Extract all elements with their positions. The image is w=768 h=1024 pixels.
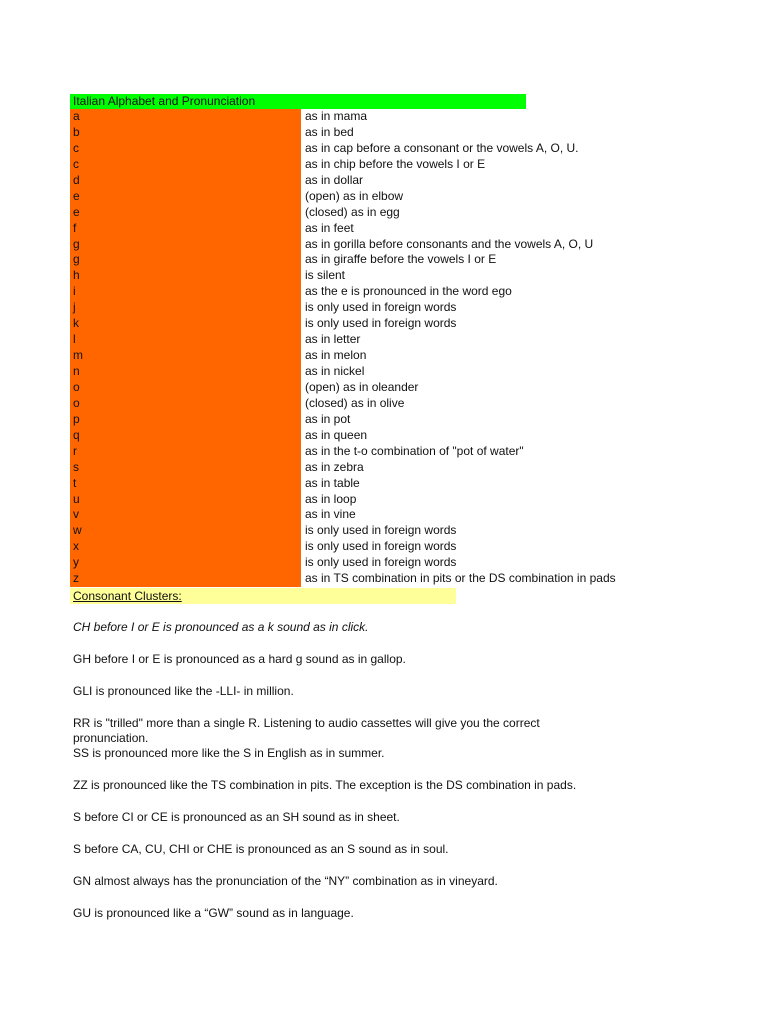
alphabet-pronunciation: as in queen <box>305 427 368 442</box>
alphabet-letter: h <box>70 268 301 284</box>
alphabet-letter: m <box>70 348 301 364</box>
alphabet-pronunciation: as in pot <box>305 411 351 426</box>
cluster-note: CH before I or E is pronounced as a k sound as in click. <box>73 620 369 634</box>
alphabet-letter: s <box>70 460 301 476</box>
alphabet-pronunciation: as in giraffe before the vowels I or E <box>305 252 497 267</box>
alphabet-pronunciation: is only used in foreign words <box>305 300 457 315</box>
alphabet-letter: f <box>70 221 301 237</box>
alphabet-letter: j <box>70 300 301 316</box>
alphabet-pronunciation: (open) as in oleander <box>305 379 419 394</box>
alphabet-pronunciation: as in mama <box>305 109 368 123</box>
alphabet-pronunciation: as in vine <box>305 507 356 522</box>
alphabet-letter: i <box>70 284 301 300</box>
alphabet-letter: o <box>70 396 301 412</box>
alphabet-letter: n <box>70 364 301 380</box>
alphabet-letter: p <box>70 412 301 428</box>
alphabet-pronunciation: as in melon <box>305 348 367 363</box>
alphabet-pronunciation: as in feet <box>305 220 354 235</box>
alphabet-pronunciation: as in dollar <box>305 172 364 187</box>
alphabet-pronunciation: as in nickel <box>305 364 365 378</box>
alphabet-pronunciation: (closed) as in olive <box>305 395 405 410</box>
alphabet-pronunciation: as in gorilla before consonants and the vowels A, O, U <box>305 236 594 251</box>
alphabet-pronunciation: is only used in foreign words <box>305 539 457 554</box>
cluster-note: RR is "trilled" more than a single R. Listening to audio cassettes will give you the correct pronunciation. <box>73 716 540 745</box>
alphabet-pronunciation: as in the t-o combination of "pot of water" <box>305 443 524 458</box>
consonant-clusters-heading <box>70 588 456 604</box>
cluster-note: GLI is pronounced like the -LLI- in million. <box>73 684 294 698</box>
cluster-note: S before CA, CU, CHI or CHE is pronounced as an S sound as in soul. <box>73 842 449 856</box>
alphabet-pronunciation: is only used in foreign words <box>305 555 457 570</box>
alphabet-letter: g <box>70 237 301 253</box>
alphabet-pronunciation: as in TS combination in pits or the DS combination in pads <box>305 571 616 586</box>
alphabet-pronunciation: is only used in foreign words <box>305 523 457 538</box>
alphabet-pronunciation: as in loop <box>305 491 357 506</box>
alphabet-pronunciation: as in bed <box>305 124 354 139</box>
alphabet-letter: o <box>70 380 301 396</box>
alphabet-pronunciation: (open) as in elbow <box>305 188 404 203</box>
alphabet-pronunciation: (closed) as in egg <box>305 204 400 219</box>
alphabet-letter: l <box>70 332 301 348</box>
cluster-note: ZZ is pronounced like the TS combination in pits. The exception is the DS combination in pads. <box>73 778 577 792</box>
alphabet-pronunciation: as in table <box>305 475 360 490</box>
cluster-note: GU is pronounced like a “GW” sound as in language. <box>73 906 354 920</box>
alphabet-letter: x <box>70 539 301 555</box>
alphabet-letter: y <box>70 555 301 571</box>
alphabet-pronunciation: is silent <box>305 268 346 283</box>
alphabet-letter: e <box>70 205 301 221</box>
cluster-note: SS is pronounced more like the S in English as in summer. <box>73 746 385 760</box>
alphabet-letter: w <box>70 523 301 539</box>
alphabet-letter: u <box>70 492 301 508</box>
alphabet-letter: r <box>70 444 301 460</box>
alphabet-pronunciation: as in cap before a consonant or the vowels A, O, U. <box>305 140 579 155</box>
alphabet-letter: e <box>70 189 301 205</box>
consonant-clusters-label: Consonant Clusters: <box>73 589 182 603</box>
cluster-note: GN almost always has the pronunciation of the “NY” combination as in vineyard. <box>73 874 498 888</box>
sheet-title: Italian Alphabet and Pronunciation <box>70 94 526 109</box>
alphabet-letter: c <box>70 141 301 157</box>
alphabet-letter: c <box>70 157 301 173</box>
alphabet-pronunciation: as in zebra <box>305 459 364 474</box>
alphabet-letter: v <box>70 507 301 523</box>
alphabet-letter: a <box>70 109 301 125</box>
alphabet-letter: t <box>70 476 301 492</box>
alphabet-pronunciation: as the e is pronounced in the word ego <box>305 284 512 299</box>
alphabet-letter: k <box>70 316 301 332</box>
alphabet-letter: q <box>70 428 301 444</box>
alphabet-letter: z <box>70 571 301 587</box>
alphabet-letter: g <box>70 252 301 268</box>
alphabet-pronunciation: as in chip before the vowels I or E <box>305 156 486 171</box>
alphabet-letter: d <box>70 173 301 189</box>
alphabet-letter: b <box>70 125 301 141</box>
alphabet-pronunciation: is only used in foreign words <box>305 316 457 331</box>
alphabet-pronunciation: as in letter <box>305 332 361 347</box>
cluster-note: S before CI or CE is pronounced as an SH sound as in sheet. <box>73 810 400 824</box>
cluster-note: GH before I or E is pronounced as a hard g sound as in gallop. <box>73 652 406 666</box>
